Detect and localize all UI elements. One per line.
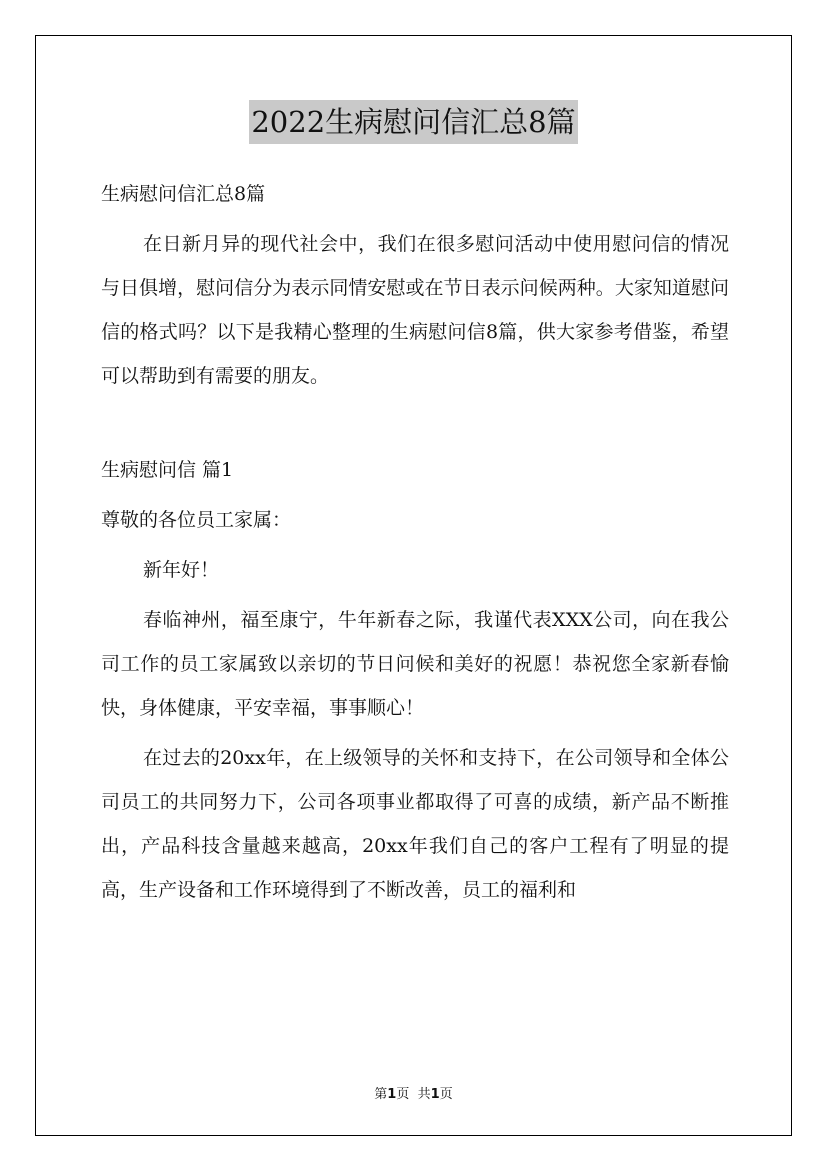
section-heading: 生病慰问信 篇1 xyxy=(101,459,234,481)
page-footer xyxy=(0,1083,827,1102)
letter-paragraph-1: 春临神州，福至康宁，牛年新春之际，我谨代表XXX公司，向在我公司工作的员工家属致以亲切的节日问候和美好的祝愿！恭祝您全家新春愉快，身体健康，平安幸福，事事顺心！ xyxy=(101,609,729,719)
document-subtitle: 生病慰问信汇总8篇 xyxy=(101,183,266,205)
greeting: 新年好！ xyxy=(143,559,220,581)
page-number: 1 xyxy=(387,1087,397,1102)
intro-paragraph: 在日新月异的现代社会中，我们在很多慰问活动中使用慰问信的情况与日俱增，慰问信分为表示同情安慰或在节日表示问候两种。大家知道慰问信的格式吗？以下是我精心整理的生病慰问信8篇，供大家参考借鉴，希望可以帮助到有需要的朋友。 xyxy=(101,233,729,387)
total-suffix: 页 xyxy=(439,1087,453,1102)
page-prefix: 第 xyxy=(374,1087,388,1102)
total-number: 1 xyxy=(430,1087,440,1102)
blank-line xyxy=(101,398,729,442)
title-container xyxy=(0,100,827,144)
page-suffix: 页 xyxy=(396,1087,410,1102)
total-prefix: 共 xyxy=(417,1087,431,1102)
document-body xyxy=(101,172,729,912)
document-title: 2022生病慰问信汇总8篇 xyxy=(249,100,577,144)
salutation: 尊敬的各位员工家属： xyxy=(101,509,292,531)
letter-paragraph-2: 在过去的20xx年，在上级领导的关怀和支持下，在公司领导和全体公司员工的共同努力下，公司各项事业都取得了可喜的成绩，新产品不断推出，产品科技含量越来越高，20xx年我们自己的客户工程有了明显的提高，生产设备和工作环境得到了不断改善，员工的福利和 xyxy=(101,747,729,901)
